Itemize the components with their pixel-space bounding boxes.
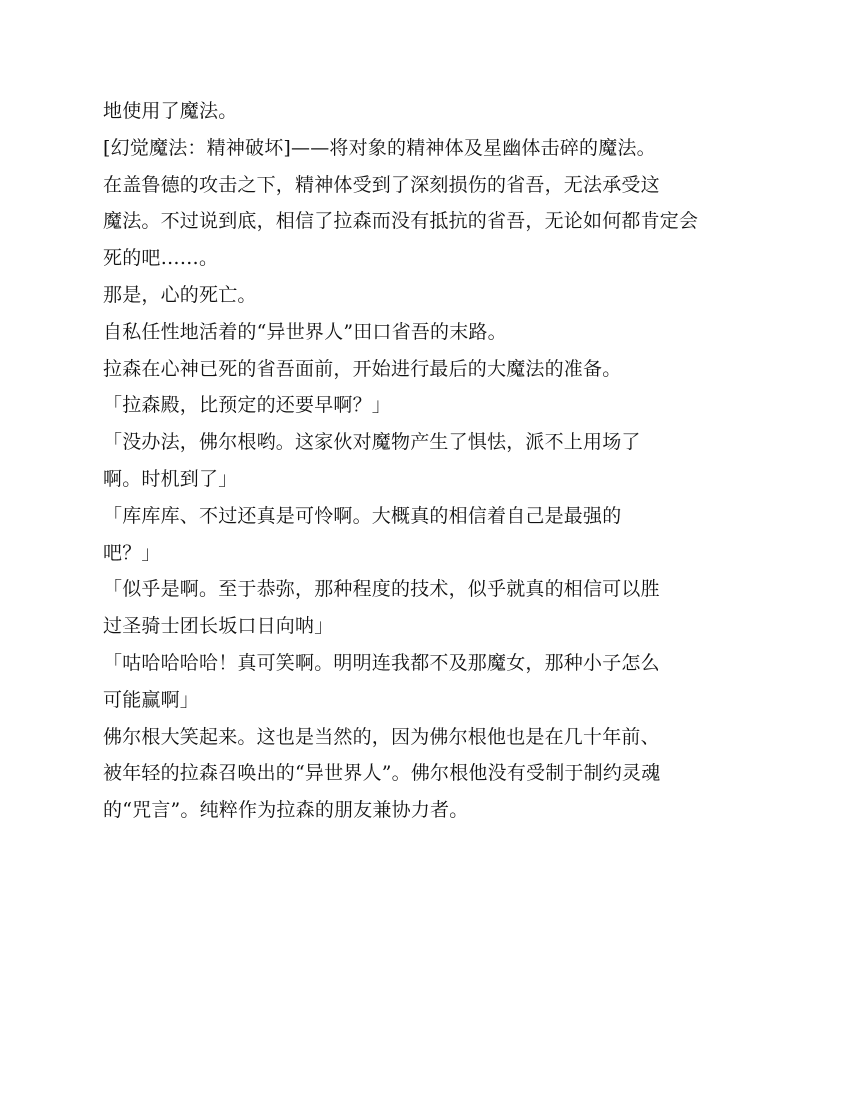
dialogue-line: 「咕哈哈哈哈！真可笑啊。明明连我都不及那魔女，那种小子怎么 xyxy=(103,651,660,674)
text-line: 在盖鲁德的攻击之下，精神体受到了深刻损伤的省吾，无法承受这 xyxy=(103,173,660,196)
dialogue-line: 「似乎是啊。至于恭弥，那种程度的技术，似乎就真的相信可以胜 xyxy=(103,578,660,601)
text-line: 地使用了魔法。 xyxy=(103,100,238,122)
text-line: 被年轻的拉森召唤出的“异世界人”。佛尔根他没有受制于制约灵魂 xyxy=(103,762,661,785)
dialogue-line: 吧？」 xyxy=(103,541,161,564)
text-line: 那是，心的死亡。 xyxy=(103,283,257,306)
text-line: 自私任性地活着的“异世界人”田口省吾的末路。 xyxy=(103,320,507,343)
text-line: 魔法。不过说到底，相信了拉森而没有抵抗的省吾，无论如何都肯定会 xyxy=(103,210,699,233)
dialogue-line: 「没办法，佛尔根哟。这家伙对魔物产生了惧怯，派不上用场了 xyxy=(103,431,641,454)
dialogue-line: 过圣骑士团长坂口日向呐」 xyxy=(103,615,334,638)
dialogue-line: 「拉森殿，比预定的还要早啊？」 xyxy=(103,394,392,417)
text-line: 死的吧……。 xyxy=(103,247,219,270)
document-text-body xyxy=(103,93,763,829)
dialogue-line: 「库库库、不过还真是可怜啊。大概真的相信着自己是最强的 xyxy=(103,504,622,527)
text-line: 佛尔根大笑起来。这也是当然的，因为佛尔根他也是在几十年前、 xyxy=(103,725,660,748)
text-line: 的“咒言”。纯粹作为拉森的朋友兼协力者。 xyxy=(103,799,469,822)
dialogue-line: 啊。时机到了」 xyxy=(103,467,238,490)
text-line: [幻觉魔法：精神破坏]——将对象的精神体及星幽体击碎的魔法。 xyxy=(103,136,656,159)
dialogue-line: 可能赢啊」 xyxy=(103,688,200,711)
text-line: 拉森在心神已死的省吾面前，开始进行最后的大魔法的准备。 xyxy=(103,357,622,380)
